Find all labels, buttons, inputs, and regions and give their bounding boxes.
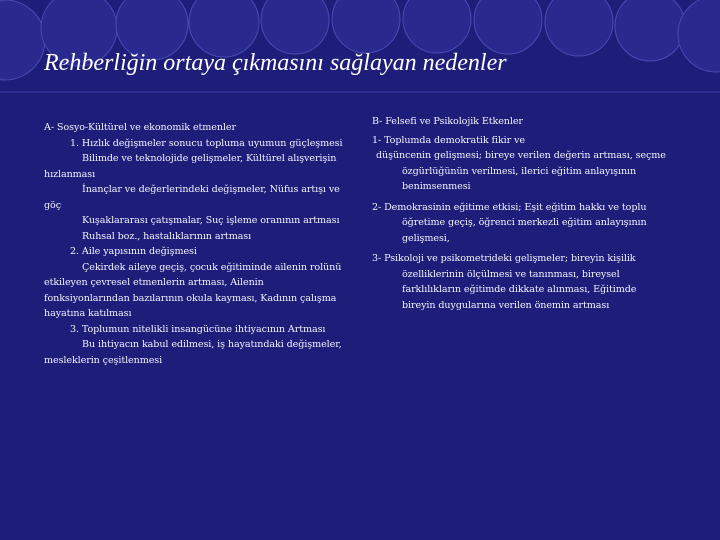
left-paragraph-6: Bu ihtiyacın kabul edilmesi, iş hayatındaki değişmeler, mesleklerin çeşitlenmesi <box>44 339 342 366</box>
decor-circle <box>403 0 471 53</box>
section-b-heading: B- Felsefi ve Psikolojik Etkenler <box>372 116 523 127</box>
left-paragraph-1: Bilimde ve teknolojide gelişmeler, Kültürel alışverişin hızlanması <box>44 153 337 180</box>
item-3-title: 3. Toplumun nitelikli insangücüne ihtiyacının Artması <box>70 323 326 335</box>
decor-circle <box>261 0 329 54</box>
right-item-2-title: 2- Demokrasinin eğitime etkisi; Eşit eğitim hakkı ve toplu <box>372 201 647 213</box>
slide-title: Rehberliğin ortaya çıkmasını sağlayan nedenler <box>44 50 507 76</box>
left-paragraph-5: Çekirdek aileye geçiş, çocuk eğitiminde ailenin rolünü etkileyen çevresel etmenlerin artması, Ailenin fonksiyonlarından bazılarının okula kayması, Kadının çalışma hayatına katılması <box>44 261 342 319</box>
right-item-1-title: 1- Toplumda demokratik fikir ve <box>372 134 525 146</box>
item-2-title: 2. Aile yapısının değişmesi <box>70 246 197 257</box>
left-paragraph-2: İnançlar ve değerlerindeki değişmeler, Nüfus artışı ve göç <box>44 184 340 211</box>
right-item-2-body: öğretime geçiş, öğrenci merkezli eğitim anlayışının gelişmesi, <box>402 217 647 244</box>
decor-circle <box>474 0 542 54</box>
decor-circle <box>332 0 400 53</box>
decor-circle <box>0 0 45 80</box>
section-a-heading: A- Sosyo-Kültürel ve ekonomik etmenler <box>44 122 236 133</box>
left-paragraph-3: Kuşaklararası çatışmalar, Suç işleme oranının artması <box>82 215 340 226</box>
item-1-title: 1. Hızlık değişmeler sonucu topluma uyumun güçleşmesi <box>70 137 343 149</box>
right-column <box>372 114 672 313</box>
right-item-1-first-line: düşüncenin gelişmesi; bireye verilen değerin artması, seçme <box>376 150 666 161</box>
decor-circle <box>545 0 613 56</box>
decor-circle <box>189 0 259 57</box>
left-paragraph-4: Ruhsal boz., hastalıklarının artması <box>82 230 252 242</box>
left-column <box>44 120 350 368</box>
decor-circle <box>678 0 720 72</box>
right-item-3-body: özelliklerinin ölçülmesi ve tanınması, bireysel farklılıkların eğitimde dikkate alınması, Eğitimde bireyin duygularına verilen önemin artması <box>402 268 637 311</box>
right-item-3-title: 3- Psikoloji ve psikometrideki gelişmeler; bireyin kişilik <box>372 253 636 264</box>
right-item-1-body: özgürlüğünün verilmesi, ilerici eğitim anlayışının benimsenmesi <box>402 165 637 192</box>
